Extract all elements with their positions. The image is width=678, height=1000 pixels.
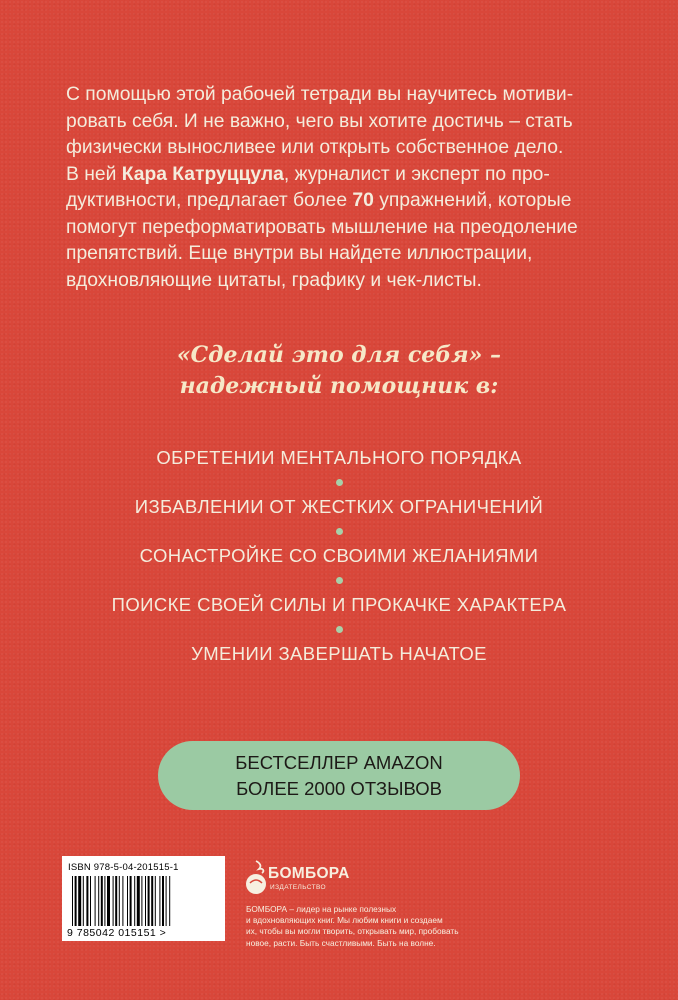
barcode-bar (137, 876, 140, 926)
barcode-bar (115, 876, 117, 926)
barcode-bar (119, 876, 120, 926)
barcode-bar (127, 876, 128, 926)
bomb-icon (246, 859, 268, 897)
badge-line: БЕСТСЕЛЛЕР AMAZON (235, 751, 443, 773)
quote-line: «Сделай это для себя» – (176, 342, 502, 368)
benefit-item: ОБРЕТЕНИИ МЕНТАЛЬНОГО ПОРЯДКА (156, 447, 522, 468)
barcode-bar (104, 876, 105, 926)
bullet-dot (336, 528, 343, 535)
barcode-bar (75, 876, 77, 926)
bestseller-badge (158, 741, 520, 810)
intro-line (66, 188, 626, 215)
publisher-blurb (246, 904, 486, 949)
intro-line: физически выносливее или открыть собственное дело. (66, 137, 564, 158)
isbn-label: ISBN 978-5-04-201515-1 (68, 862, 179, 873)
barcode-bar (169, 876, 170, 926)
intro-text: , журналист и эксперт по про- (283, 163, 550, 185)
author-name: Кара Катруццула (121, 163, 284, 185)
intro-text: В ней (66, 163, 122, 185)
barcode-bar (166, 876, 167, 926)
barcode-bar (107, 876, 110, 926)
barcode-bar (95, 876, 96, 926)
intro-line: вдохновляющие цитаты, графику и чек-листы. (66, 269, 482, 291)
barcode (62, 856, 225, 941)
intro-text: дуктивности, предлагает более (66, 190, 353, 211)
barcode-bar (98, 876, 99, 926)
barcode-bar (113, 876, 114, 926)
barcode-digits: 9 785042 015151 > (67, 927, 167, 939)
barcode-bar (90, 876, 91, 926)
benefit-item: СОНАСТРОЙКЕ СО СВОИМИ ЖЕЛАНИЯМИ (139, 545, 539, 566)
blurb-line: их, чтобы вы могли творить, открывать мир, пробовать (246, 926, 459, 937)
barcode-bar (86, 876, 88, 926)
barcode-bar (122, 876, 123, 926)
benefit-item: УМЕНИИ ЗАВЕРШАТЬ НАЧАТОЕ (191, 643, 487, 664)
barcode-bar (78, 876, 81, 926)
barcode-bar (134, 876, 135, 926)
publisher-name: БОМБОРА (268, 865, 350, 882)
barcode-bar (141, 876, 142, 926)
benefit-item: ПОИСКЕ СВОЕЙ СИЛЫ И ПРОКАЧКЕ ХАРАКТЕРА (111, 594, 567, 615)
exercise-count: 70 (352, 190, 374, 211)
barcode-bar (72, 876, 73, 926)
barcode-bar (159, 876, 160, 926)
benefits-list (0, 446, 678, 666)
bullet-dot (336, 626, 343, 633)
publisher-subtitle: ИЗДАТЕЛЬСТВО (270, 884, 326, 891)
barcode-bar (130, 876, 132, 926)
barcode-bar (155, 876, 156, 926)
intro-line: помогут переформатировать мышление на преодоление (66, 216, 578, 238)
badge-line: БОЛЕЕ 2000 ОТЗЫВОВ (236, 777, 442, 799)
blurb-line: и вдохновляющих книг. Мы любим книги и создаем (246, 915, 443, 926)
publisher-logo (246, 859, 350, 902)
intro-line: С помощью этой рабочей тетради вы научитесь мотиви- (66, 84, 574, 105)
barcode-bar (151, 876, 153, 926)
quote-line: надежный помощник в: (179, 373, 499, 399)
bullet-dot (336, 577, 343, 584)
barcode-bars (68, 876, 219, 928)
benefit-item: ИЗБАВЛЕНИИ ОТ ЖЕСТКИХ ОГРАНИЧЕНИЙ (134, 496, 544, 517)
intro-line: препятствий. Еще внутри вы найдете иллюстрации, (66, 243, 533, 264)
intro-line: ровать себя. И не важно, чего вы хотите достичь – стать (66, 110, 573, 132)
barcode-bar (83, 876, 84, 926)
intro-text: упражнений, которые (373, 190, 572, 211)
intro-paragraph (66, 82, 626, 294)
intro-line (66, 162, 626, 189)
barcode-bar (145, 876, 146, 926)
barcode-bar (101, 876, 103, 926)
bullet-dot (336, 479, 343, 486)
blurb-line: БОМБОРА – лидер на рынке полезных (246, 904, 397, 914)
barcode-bar (162, 876, 164, 926)
tagline-quote (0, 340, 678, 402)
blurb-line: новое, расти. Быть счастливыми. Быть на волне. (246, 937, 436, 948)
barcode-bar (148, 876, 150, 926)
